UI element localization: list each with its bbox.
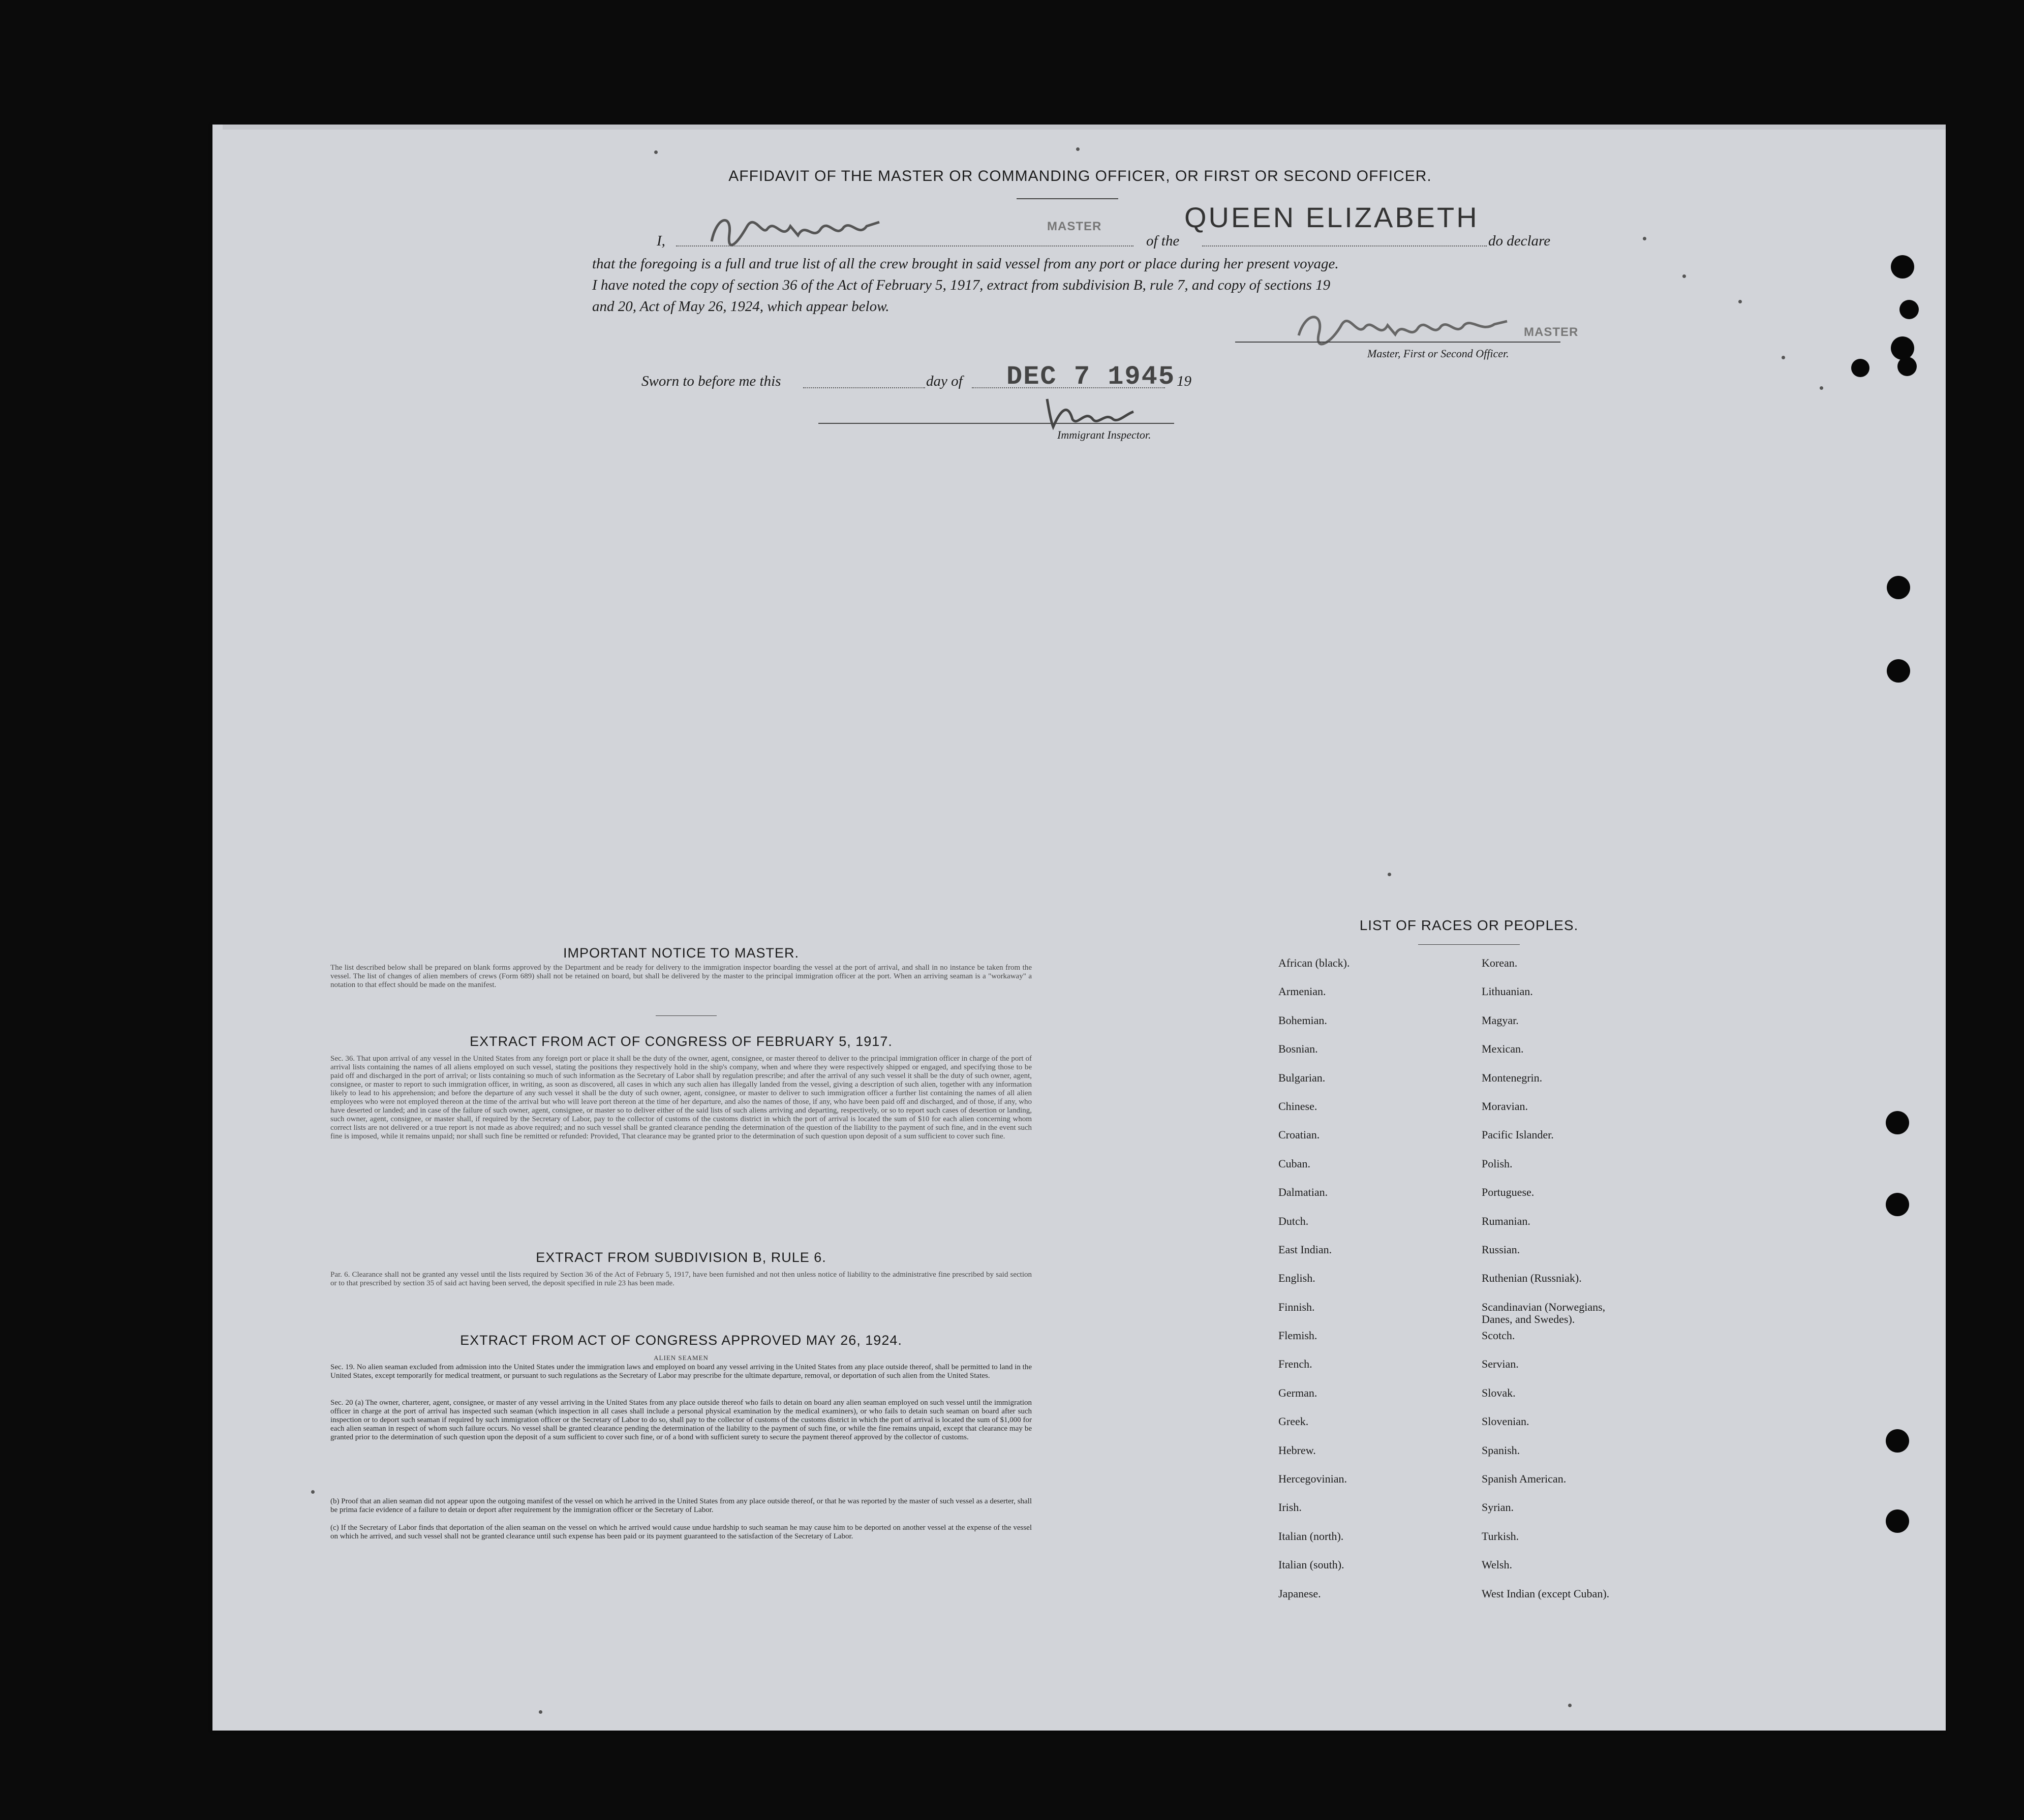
race-item: Bulgarian. xyxy=(1278,1071,1326,1084)
race-item: French. xyxy=(1278,1358,1312,1371)
inspector-label: Immigrant Inspector. xyxy=(1057,428,1151,441)
races-left-column xyxy=(1278,957,1350,1616)
paper-speck xyxy=(1820,386,1823,390)
race-item: Cuban. xyxy=(1278,1157,1310,1170)
race-item: Greek. xyxy=(1278,1415,1309,1428)
ship-blank xyxy=(1202,245,1487,246)
race-item: Bohemian. xyxy=(1278,1013,1327,1027)
punch-hole xyxy=(1891,336,1914,360)
sec-20b-text: (b) Proof that an alien seaman did not appear upon the outgoing manifest of the vessel on which he arrived in the United States from any place outside thereof, or that he was reported by the master of such vessel as a deserter, shall be prima facie evidence of a failure to detain or deport after requirement by the immigration officer or the Secretary of Labor. xyxy=(330,1497,1032,1514)
rank-stamp-2: MASTER xyxy=(1524,325,1579,339)
notice-text: The list described below shall be prepared on blank forms approved by the Department and be ready for delivery to the immigration inspector boarding the vessel at the port of arrival, and shall in no instance be taken from the vessel. The list of changes of alien members of crews (Form 689) shall not be retained on board, but shall be delivered by the master to the principal immigration officer at the port. When an arriving seaman is a "workaway" a notation to that effect should be made on the manifest. xyxy=(330,964,1032,989)
race-item: Spanish. xyxy=(1482,1443,1520,1457)
signature-label: Master, First or Second Officer. xyxy=(1367,347,1509,360)
race-item: Slovenian. xyxy=(1482,1415,1529,1428)
punch-hole xyxy=(1897,357,1917,376)
race-item: Spanish American. xyxy=(1482,1472,1567,1486)
race-item: English. xyxy=(1278,1272,1315,1285)
race-item: Scandinavian (Norwegians, Danes, and Swedes). xyxy=(1482,1300,1606,1325)
punch-hole xyxy=(1886,1111,1909,1134)
race-item: Turkish. xyxy=(1482,1529,1519,1543)
race-item: Russian. xyxy=(1482,1243,1520,1256)
race-item: Rumanian. xyxy=(1482,1214,1530,1227)
affidavit-line-1-suffix: do declare xyxy=(1488,233,1551,249)
paper-speck xyxy=(539,1710,542,1714)
race-item: Chinese. xyxy=(1278,1099,1317,1113)
punch-hole xyxy=(1887,659,1910,683)
signature-line xyxy=(1235,342,1560,343)
punch-hole xyxy=(1851,359,1869,377)
title-underline xyxy=(1017,198,1118,199)
act-1917-heading: EXTRACT FROM ACT OF CONGRESS OF FEBRUARY 5, 1917. xyxy=(470,1034,893,1049)
act-1924-heading: EXTRACT FROM ACT OF CONGRESS APPROVED MAY 26, 1924. xyxy=(460,1333,902,1348)
affidavit-line-4: and 20, Act of May 26, 1924, which appear below. xyxy=(592,298,890,315)
race-item: Slovak. xyxy=(1482,1386,1516,1399)
race-item: German. xyxy=(1278,1386,1317,1399)
rank-stamp: MASTER xyxy=(1047,220,1102,233)
master-signature-2 xyxy=(1294,305,1517,351)
ship-name-stamp: QUEEN ELIZABETH xyxy=(1184,201,1479,233)
punch-hole xyxy=(1891,255,1914,279)
paper-speck xyxy=(1782,356,1785,359)
race-item: African (black). xyxy=(1278,957,1350,969)
inspector-signature xyxy=(1042,391,1139,432)
paper-speck xyxy=(654,150,658,154)
sec-20c-text: (c) If the Secretary of Labor finds that deportation of the alien seaman on the vessel on which he arrived would cause undue hardship to such seaman he may cause him to be deported on another vessel at the expense of the vessel on which he arrived, and such vessel shall not be granted clearance until such expense has been paid or its payment guaranteed to the satisfaction of the Secretary of Labor. xyxy=(330,1524,1032,1540)
race-item: Magyar. xyxy=(1482,1013,1519,1027)
race-item: Italian (north). xyxy=(1278,1529,1344,1543)
race-item: Pacific Islander. xyxy=(1482,1128,1554,1142)
paper-speck xyxy=(1568,1704,1572,1707)
date-stamp: DEC 7 1945 xyxy=(1006,362,1176,392)
paper-speck xyxy=(1738,300,1742,303)
inspector-line xyxy=(818,423,1174,424)
notice-heading: IMPORTANT NOTICE TO MASTER. xyxy=(563,945,800,961)
race-item: Croatian. xyxy=(1278,1128,1320,1142)
race-item: Moravian. xyxy=(1482,1099,1528,1113)
notice-divider xyxy=(656,1015,717,1016)
race-item: Lithuanian. xyxy=(1482,985,1533,998)
race-item: Portuguese. xyxy=(1482,1186,1535,1199)
affidavit-line-1-prefix: I, xyxy=(657,233,665,249)
paper-speck xyxy=(1388,873,1391,876)
sworn-year: 19 xyxy=(1177,373,1191,389)
race-item: Mexican. xyxy=(1482,1042,1524,1056)
race-item: Ruthenian (Russniak). xyxy=(1482,1272,1582,1285)
race-item: Italian (south). xyxy=(1278,1558,1344,1571)
rule-6-heading: EXTRACT FROM SUBDIVISION B, RULE 6. xyxy=(536,1250,826,1265)
sec-19-text: Sec. 19. No alien seaman excluded from admission into the United States under the immigration laws and employed on board any vessel arriving in the United States from any place outside thereof, shall be permitted to land in the United States, except temporarily for medical treatment, or pursuant to such regulations as the Secretary of Labor may prescribe for the ultimate departure, removal, or deportation of such alien from the United States. xyxy=(330,1363,1032,1380)
races-divider xyxy=(1418,944,1520,945)
races-right-column xyxy=(1482,957,1609,1616)
race-item: Servian. xyxy=(1482,1358,1519,1371)
race-item: West Indian (except Cuban). xyxy=(1482,1587,1610,1600)
race-item: Scotch. xyxy=(1482,1329,1515,1342)
sworn-prefix: Sworn to before me this xyxy=(641,373,781,389)
race-item: Polish. xyxy=(1482,1157,1513,1170)
races-heading: LIST OF RACES OR PEOPLES. xyxy=(1359,917,1579,933)
affidavit-line-1-of-the: of the xyxy=(1146,233,1180,249)
race-item: Finnish. xyxy=(1278,1300,1315,1313)
race-item: Armenian. xyxy=(1278,985,1326,998)
act-1917-text: Sec. 36. That upon arrival of any vessel in the United States from any foreign port or place it shall be the duty of the owner, agent, consignee, or master thereof to deliver to the principal immigration officer in charge of the port of arrival lists containing the names of all aliens employed on such vessel, stating the positions they respectively hold in the ship's company, when and where they were respectively shipped or engaged, and specifying those to be paid off and discharged in the port of arrival; or lists containing so much of such information as the Secretary of Labor shall by regulation prescribe; and after the arrival of any such vessel it shall be the duty of such owner, agent, consignee, or master to report to such immigration officer, in writing, as soon as discovered, all cases in which any such alien has illegally landed from the vessel, giving a description of such alien, together with any information likely to lead to his apprehension; and before the departure of any such vessel it shall be the duty of such owner, agent, consignee, or master to deliver to such immigration officer a further list containing the names of all alien employees who were not employed thereon at the time of the arrival but who will leave port thereon at the time of her departure, and also the names of those, if any, who have been paid off and discharged, and of those, if any, who have deserted or landed; and in case of the failure of such owner, agent, consignee, or master so to deliver either of the said lists of such aliens arriving and departing, respectively, or so to report such cases of desertion or landing, such owner, agent, consignee, or master shall, if required by the Secretary of Labor, pay to the collector of customs of the customs district in which the port of arrival is located the sum of $10 for each alien concerning whom correct lists are not delivered or a true report is not made as above required; and no such vessel shall be granted clearance pending the determination of the question of the liability to the payment of such fine, and in the event such fine is imposed, while it remains unpaid; nor shall such fine be remitted or refunded: Provided, That clearance may be granted prior to the determination of such question upon deposit of a sum sufficient to cover such fine. xyxy=(330,1055,1032,1140)
punch-hole xyxy=(1887,576,1910,599)
race-item: Korean. xyxy=(1482,957,1518,969)
punch-hole xyxy=(1886,1509,1909,1533)
race-item: Welsh. xyxy=(1482,1558,1512,1571)
sworn-day-blank xyxy=(803,387,925,388)
paper-speck xyxy=(1076,147,1080,151)
master-signature xyxy=(707,206,890,252)
race-item: Japanese. xyxy=(1278,1587,1321,1600)
race-item: Dalmatian. xyxy=(1278,1186,1328,1199)
race-item: Flemish. xyxy=(1278,1329,1317,1342)
paper-speck xyxy=(311,1490,315,1494)
sec-20a-text: Sec. 20 (a) The owner, charterer, agent, consignee, or master of any vessel arriving in the United States from any place outside thereof who fails to detain on board any alien seaman employed on such vessel until the immigration officer in charge at the port of arrival has inspected such seaman (which inspection in all cases shall include a personal physical examination by the medical examiners), or who fails to detain such seaman on board after such inspection or to deport such seaman if required by such immigration officer or the Secretary of Labor to do so, shall pay to the collector of customs of the customs district in which the port of arrival is located the sum of $1,000 for each alien seaman in respect of whom such failure occurs. No vessel shall be granted clearance pending the determination of the liability to the payment of such fine, or while the fine remains unpaid, except that clearance may be granted prior to the determination of such question upon the deposit of a sum sufficient to cover such fine, or of a bond with sufficient surety to secure the payment thereof approved by the collector of customs. xyxy=(330,1399,1032,1441)
alien-seamen-subheading: ALIEN SEAMEN xyxy=(654,1354,709,1362)
affidavit-line-2: that the foregoing is a full and true list of all the crew brought in said vessel from any port or place during her present voyage. xyxy=(592,256,1339,272)
rule-6-text: Par. 6. Clearance shall not be granted any vessel until the lists required by Section 36 of the Act of February 5, 1917, have been furnished and not then unless notice of liability to the administrative fine prescribed by said section or to that prescribed by section 35 of said act having been served, the deposit specified in rule 23 has been made. xyxy=(330,1271,1032,1287)
race-item: East Indian. xyxy=(1278,1243,1332,1256)
race-item: Montenegrin. xyxy=(1482,1071,1543,1084)
race-item: Hercegovinian. xyxy=(1278,1472,1347,1486)
affidavit-line-3: I have noted the copy of section 36 of the Act of February 5, 1917, extract from subdivision B, rule 7, and copy of sections 19 xyxy=(592,277,1331,293)
punch-hole xyxy=(1886,1193,1909,1216)
punch-hole xyxy=(1899,300,1919,319)
race-item: Bosnian. xyxy=(1278,1042,1318,1056)
paper-speck xyxy=(1643,237,1646,240)
punch-hole xyxy=(1886,1429,1909,1453)
race-item: Dutch. xyxy=(1278,1214,1309,1227)
sworn-day-of: day of xyxy=(926,373,963,389)
race-item: Hebrew. xyxy=(1278,1443,1316,1457)
race-item: Syrian. xyxy=(1482,1501,1514,1514)
paper-speck xyxy=(1682,274,1686,278)
race-item: Irish. xyxy=(1278,1501,1302,1514)
affidavit-title: AFFIDAVIT OF THE MASTER OR COMMANDING OFFICER, OR FIRST OR SECOND OFFICER. xyxy=(728,168,1432,184)
sheet-top-edge xyxy=(223,125,1946,130)
